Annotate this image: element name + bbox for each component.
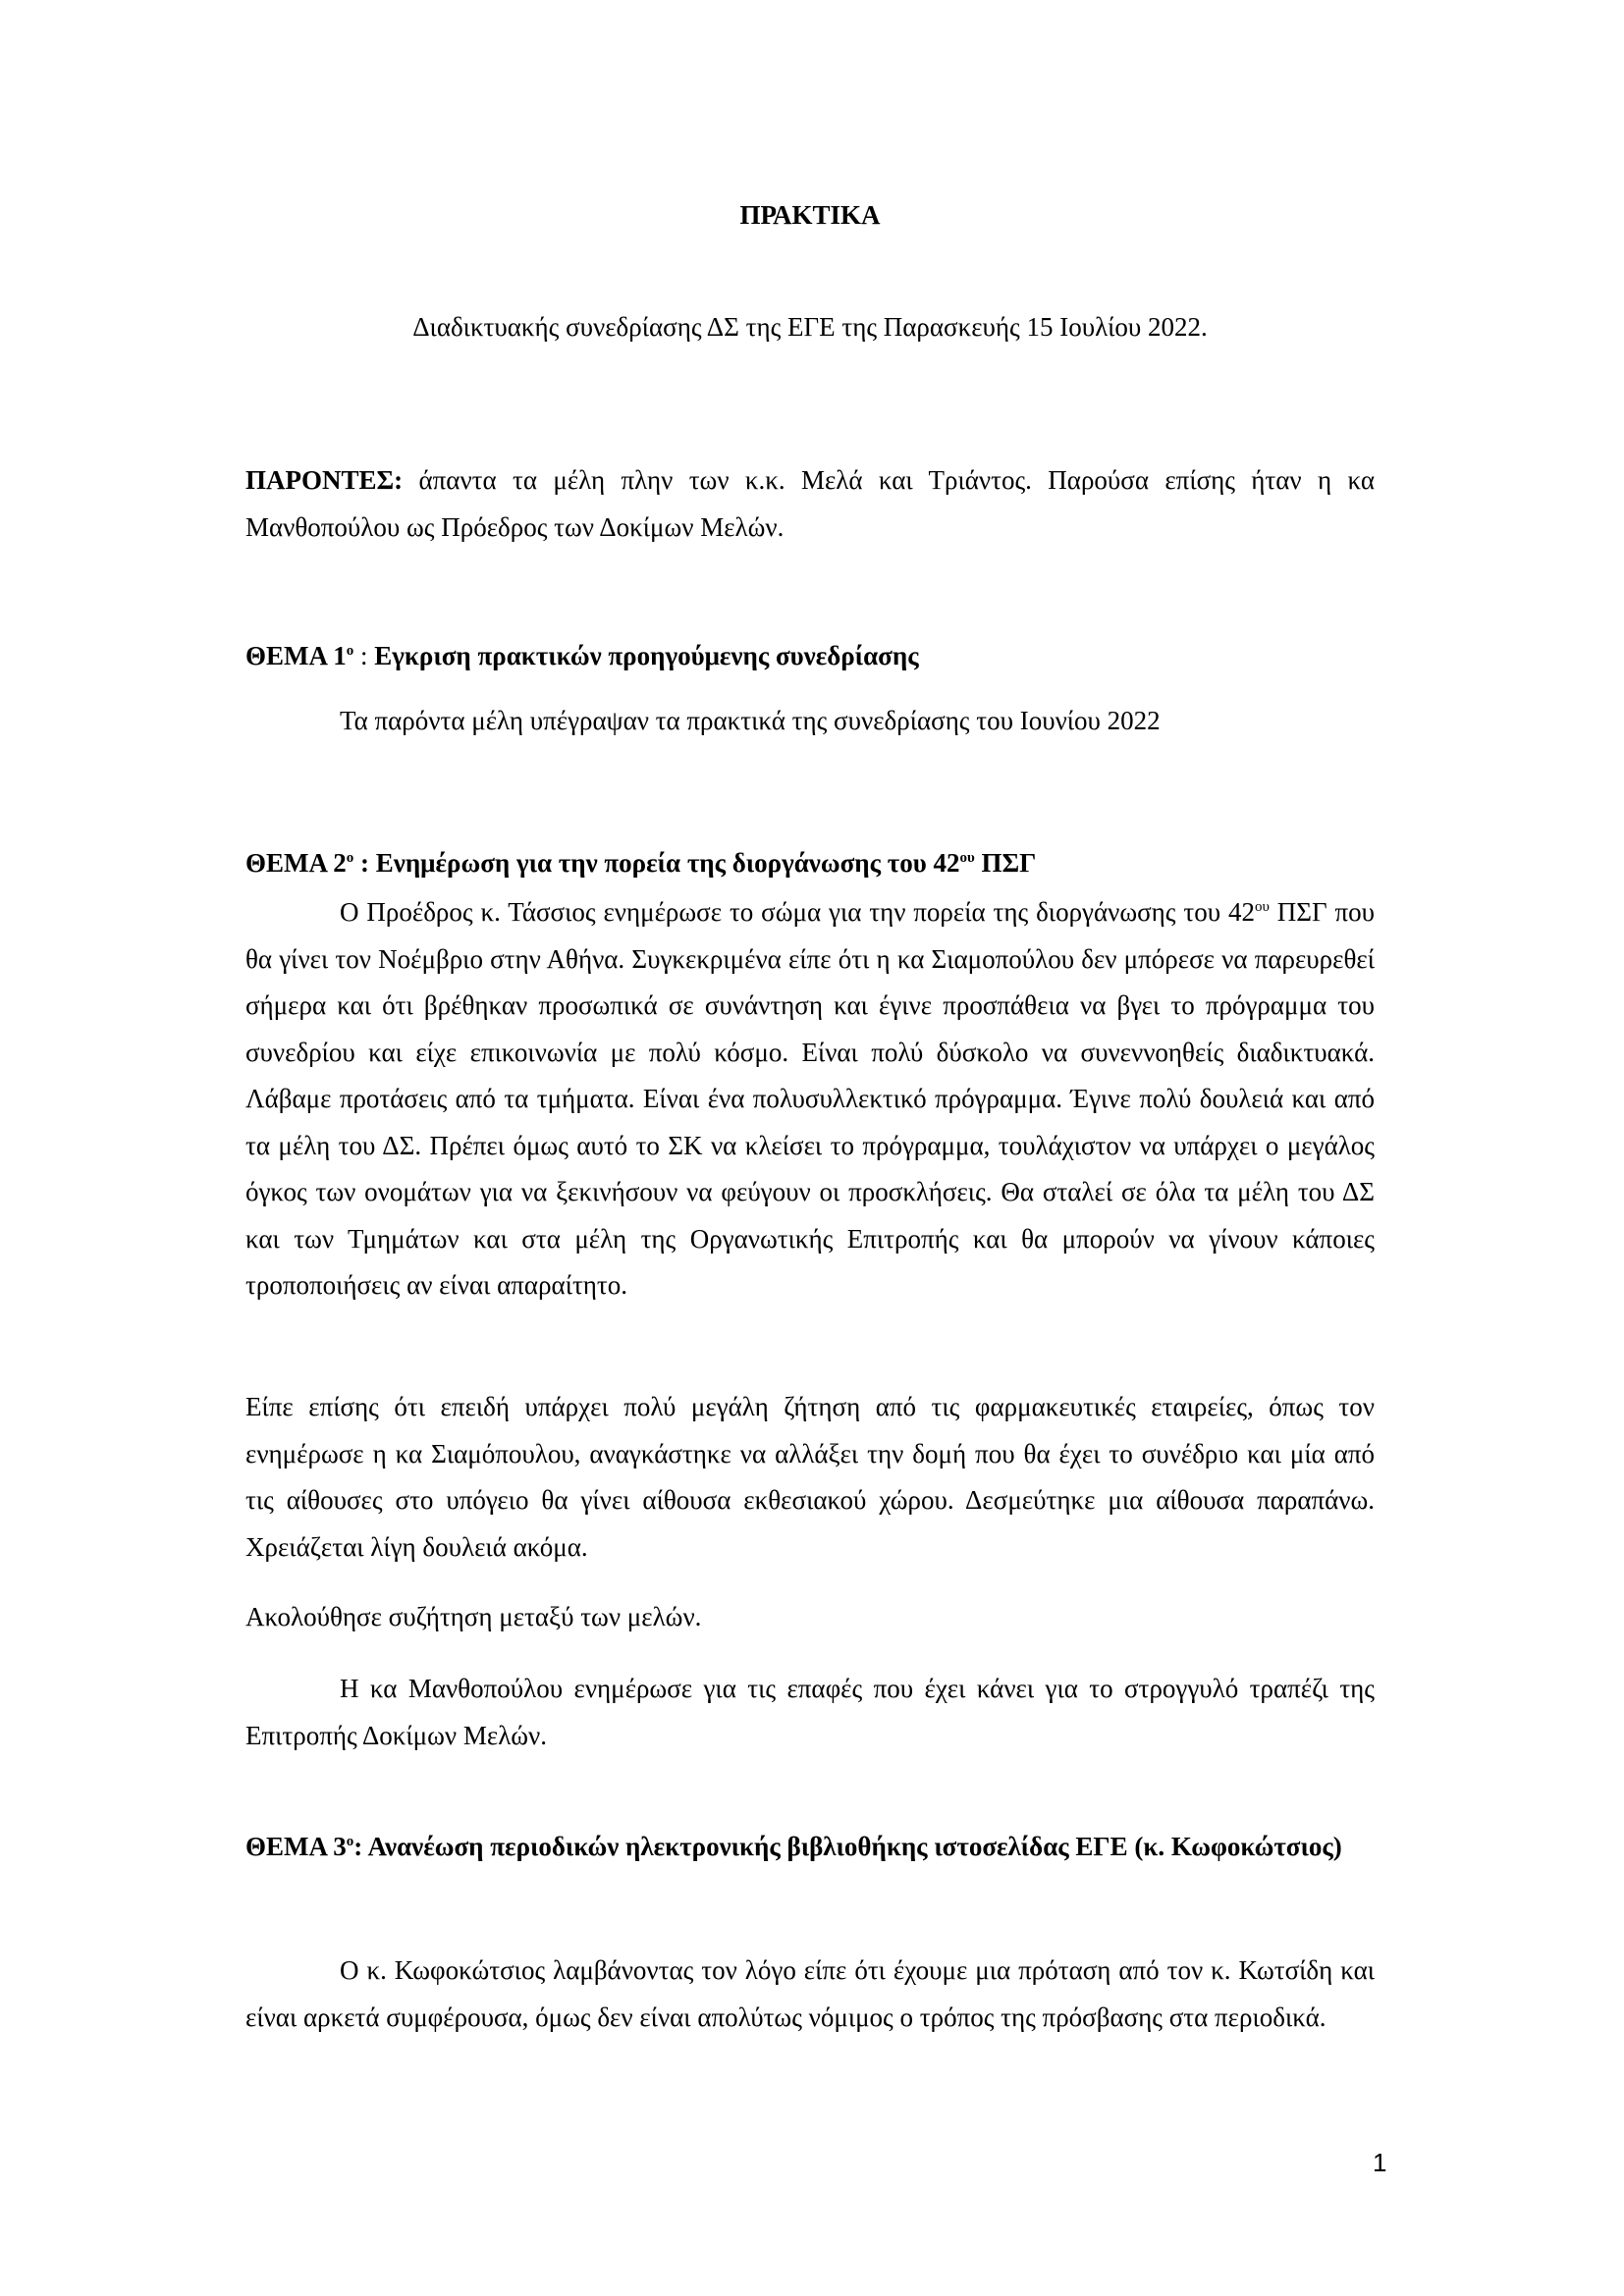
paragraph-text: Ο Προέδρος κ. Τάσσιος ενημέρωσε το σώμα για την πορεία της διοργάνωσης του 42: [340, 897, 1255, 927]
topic-1-label: ΘΕΜΑ 1: [245, 641, 347, 670]
topic-2-heading: [245, 840, 1375, 887]
page-number: 1: [1373, 2148, 1387, 2177]
meeting-subtitle: Διαδικτυακής συνεδρίασης ΔΣ της ΕΓΕ της Παρασκευής 15 Ιουλίου 2022.: [412, 312, 1208, 342]
topic-2-label: ΘΕΜΑ 2: [245, 848, 347, 878]
topic-2-separator: :: [353, 848, 376, 878]
topic-3-label: ΘΕΜΑ 3: [245, 1832, 347, 1861]
paragraph-sup: ου: [1254, 899, 1270, 915]
attendees-label: ΠΑΡΟΝΤΕΣ:: [245, 465, 404, 495]
topic-1-ordinal: ο: [346, 643, 354, 659]
topic-2-title-end: ΠΣΓ: [974, 848, 1037, 878]
topic-3-title: Ανανέωση περιοδικών ηλεκτρονικής βιβλιοθήκης ιστοσελίδας ΕΓΕ (κ. Κωφοκώτσιος): [367, 1832, 1342, 1861]
topic-3-heading: [245, 1824, 1375, 1871]
document-title: ΠΡΑΚΤΙΚΑ: [739, 200, 881, 230]
paragraph-text-end: ΠΣΓ που θα γίνει τον Νοέμβριο στην Αθήνα. Συγκεκριμένα είπε ότι η κα Σιαμοπούλου δεν μπόρεσε να παρευρεθεί σήμερα και ότι βρέθηκαν προσωπικά σε συνάντηση και έγινε προσπάθεια να βγει το πρόγραμμα του συνεδρίου και είχε επικοινωνία με πολύ κόσμο. Είναι πολύ δύσκολο να συνεννοηθείς διαδικτυακά. Λάβαμε προτάσεις από τα τμήματα. Είναι ένα πολυσυλλεκτικό πρόγραμμα. Έγινε πολύ δουλειά και από τα μέλη του ΔΣ. Πρέπει όμως αυτό το ΣΚ να κλείσει το πρόγραμμα, τουλάχιστον να υπάρχει ο μεγάλος όγκος των ονομάτων για να ξεκινήσουν να φεύγουν οι προσκλήσεις. Θα σταλεί σε όλα τα μέλη του ΔΣ και των Τμημάτων και στα μέλη της Οργανωτικής Επιτροπής και θα μπορούν να γίνουν κάποιες τροποποιήσεις αν είναι απαραίτητο.: [245, 897, 1375, 1300]
attendees-paragraph: [245, 457, 1375, 551]
topic-1-heading: [245, 633, 1375, 680]
topic-1-title: Εγκριση πρακτικών προηγούμενης συνεδρίασης: [374, 641, 919, 670]
topic-3-paragraph: Ο κ. Κωφοκώτσιος λαμβάνοντας τον λόγο είπε ότι έχουμε μια πρόταση από τον κ. Κωτσίδη και είναι αρκετά συμφέρουσα, όμως δεν είναι απολύτως νόμιμος ο τρόπος της πρόσβασης στα περιοδικά.: [245, 1955, 1375, 2032]
topic-2-paragraph-3: Ακολούθησε συζήτηση μεταξύ των μελών.: [245, 1602, 702, 1631]
topic-3-separator: :: [353, 1832, 368, 1861]
topic-2-ordinal: ο: [346, 850, 354, 866]
topic-2-title: Ενημέρωση για την πορεία της διοργάνωσης του 42: [375, 848, 960, 878]
topic-2-title-sup: ου: [959, 850, 975, 866]
topic-1-paragraph: Τα παρόντα μέλη υπέγραψαν τα πρακτικά της συνεδρίασης του Ιουνίου 2022: [340, 706, 1161, 735]
topic-2-paragraph-2: Είπε επίσης ότι επειδή υπάρχει πολύ μεγάλη ζήτηση από τις φαρμακευτικές εταιρείες, όπως τον ενημέρωσε η κα Σιαμόπουλου, αναγκάστηκε να αλλάξει την δομή που θα έχει το συνέδριο και μία από τις αίθουσες στο υπόγειο θα γίνει αίθουσα εκθεσιακού χώρου. Δεσμεύτηκε μια αίθουσα παραπάνω. Χρειάζεται λίγη δουλειά ακόμα.: [245, 1392, 1375, 1562]
topic-2-paragraph-4: Η κα Μανθοπούλου ενημέρωσε για τις επαφές που έχει κάνει για το στρογγυλό τραπέζι της Επιτροπής Δοκίμων Μελών.: [245, 1674, 1375, 1750]
topic-1-separator: :: [353, 641, 375, 670]
topic-2-paragraph-1: [245, 889, 1375, 1309]
topic-3-ordinal: ο: [346, 1834, 354, 1849]
attendees-text: άπαντα τα μέλη πλην των κ.κ. Μελά και Τριάντος. Παρούσα επίσης ήταν η κα Μανθοπούλου ως Πρόεδρος των Δοκίμων Μελών.: [245, 465, 1375, 542]
